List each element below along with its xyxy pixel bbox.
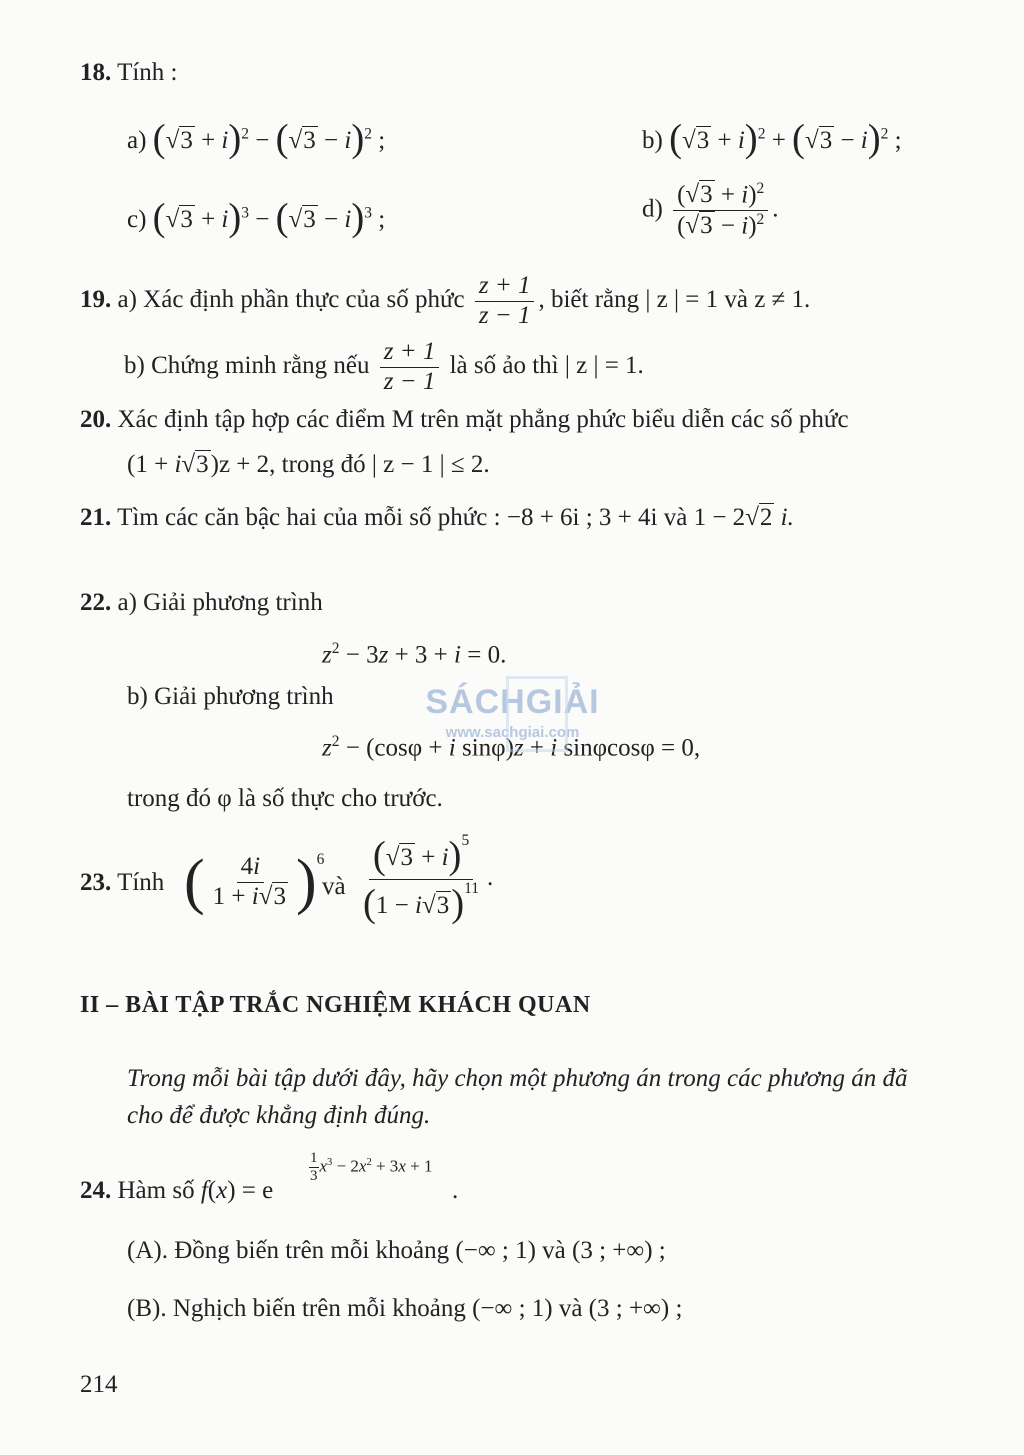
math-expression: (√ 3 + i)$^2$ − (√ 3 − i)$^2$ ;	[153, 127, 386, 154]
section-heading: II – BÀI TẬP TRẮC NGHIỆM KHÁCH QUAN	[80, 992, 591, 1018]
equation-22a: $z^2 - 3z + 3 + i = 0$.	[322, 640, 507, 669]
problem-23-label	[80, 868, 164, 898]
problem-text: trong đó φ là số thực cho trước.	[127, 785, 443, 812]
section-intro-line1: Trong mỗi bài tập dưới đây, hãy chọn một phương án trong các phương án đã	[127, 1065, 908, 1092]
problem-22-note	[127, 784, 443, 814]
option-a: (A). Đồng biến trên mỗi khoảng (−∞ ; 1) và (3 ; +∞) ;	[127, 1237, 666, 1264]
math-expression: (1 + i√ 3	[127, 451, 211, 478]
problem-text: a) Xác định phần thực của số phức	[117, 285, 465, 313]
problem-number: 21.	[80, 504, 112, 531]
problem-text: a) Giải phương trình	[117, 589, 323, 616]
part-label: a)	[127, 126, 147, 154]
exponent-expression: $\frac{1}{3}$ $x^3 - 2x^2 + 3x + 1$	[310, 1150, 433, 1185]
problem-text: b) Giải phương trình	[127, 683, 334, 710]
problem-number: 23.	[80, 869, 112, 896]
part-label: c)	[127, 205, 147, 233]
option-b: (B). Nghịch biến trên mỗi khoảng (−∞ ; 1) và (3 ; +∞) ;	[127, 1295, 683, 1322]
problem-text: Hàm số	[117, 1177, 195, 1204]
math-fraction: $\frac{z + 1}{z - 1}$	[380, 338, 440, 397]
problem-19a	[80, 272, 810, 331]
math-fraction: $\frac{z + 1}{z - 1}$	[475, 272, 535, 331]
problem-22b	[127, 682, 334, 712]
problem-number: 22.	[80, 589, 112, 616]
problem-text: Tìm các căn bậc hai của mỗi số phức : −8 + 6i ; 3 + 4i và 1 − 2	[117, 504, 746, 531]
function-expression: f(x) = e	[200, 1177, 274, 1204]
problem-18a	[127, 116, 385, 163]
problem-number: 20.	[80, 406, 112, 433]
problem-21	[80, 503, 794, 533]
math-expression: (√ 3 + i)$^3$ − (√ 3 − i)$^3$ ;	[153, 206, 386, 233]
math-expression-23a: ( $\frac{4i}{1 + i√ 3}$ )$^6$	[184, 845, 324, 919]
problem-text: )z + 2, trong đó | z − 1 | ≤ 2.	[210, 451, 490, 478]
problem-20-line1	[80, 405, 849, 435]
watermark-frame	[506, 676, 568, 752]
watermark-logo	[410, 682, 615, 772]
problem-19b	[124, 338, 644, 397]
problem-18d: d) $\frac{(√ 3 + i)^2}{(√ 3 - i)^2}$ .	[642, 180, 779, 241]
problem-text: Tính	[117, 869, 165, 896]
problem-18b	[642, 116, 902, 163]
problem-23-and: và	[322, 873, 346, 900]
section-intro-line2: cho để được khẳng định đúng.	[127, 1102, 431, 1129]
problem-24-period: .	[452, 1177, 459, 1204]
problem-title: Tính :	[117, 59, 178, 86]
problem-18-header	[80, 58, 177, 88]
problem-text: i.	[780, 504, 794, 531]
problem-22a	[80, 588, 323, 618]
math-expression-23b: $\frac{(√ 3 + i)^5}{(1 - i√ 3)^{11}}$ .	[355, 832, 493, 926]
watermark-title: SÁCHGIẢI	[425, 683, 600, 721]
watermark-url: www.sachgiai.com	[445, 724, 580, 741]
page-number: 214	[80, 1371, 118, 1398]
part-label: d)	[642, 195, 663, 223]
problem-text: Xác định tập hợp các điểm M trên mặt phẳng phức biểu diễn các số phức	[117, 406, 849, 433]
problem-20-line2	[127, 450, 490, 480]
problem-18c	[127, 195, 385, 242]
part-label: b)	[642, 126, 663, 154]
problem-text: là số ảo thì | z | = 1.	[449, 351, 644, 379]
equation-22b: $z^2 - (\cos\varphi + i$ sinφ)z + i sinφcosφ = 0,	[322, 733, 701, 762]
problem-text: b) Chứng minh rằng nếu	[124, 351, 370, 379]
problem-number: 24.	[80, 1177, 112, 1204]
math-expression: (√ 3 + i)$^2$ + (√ 3 − i)$^2$ ;	[669, 127, 902, 154]
sqrt-2: √ 2	[745, 503, 774, 533]
problem-24	[80, 1176, 273, 1206]
problem-number: 18.	[80, 59, 112, 86]
math-fraction: $\frac{(√ 3 + i)^2}{(√ 3 - i)^2}$	[673, 180, 768, 241]
problem-number: 19.	[80, 285, 112, 313]
problem-text: , biết rằng | z | = 1 và z ≠ 1.	[538, 285, 811, 313]
